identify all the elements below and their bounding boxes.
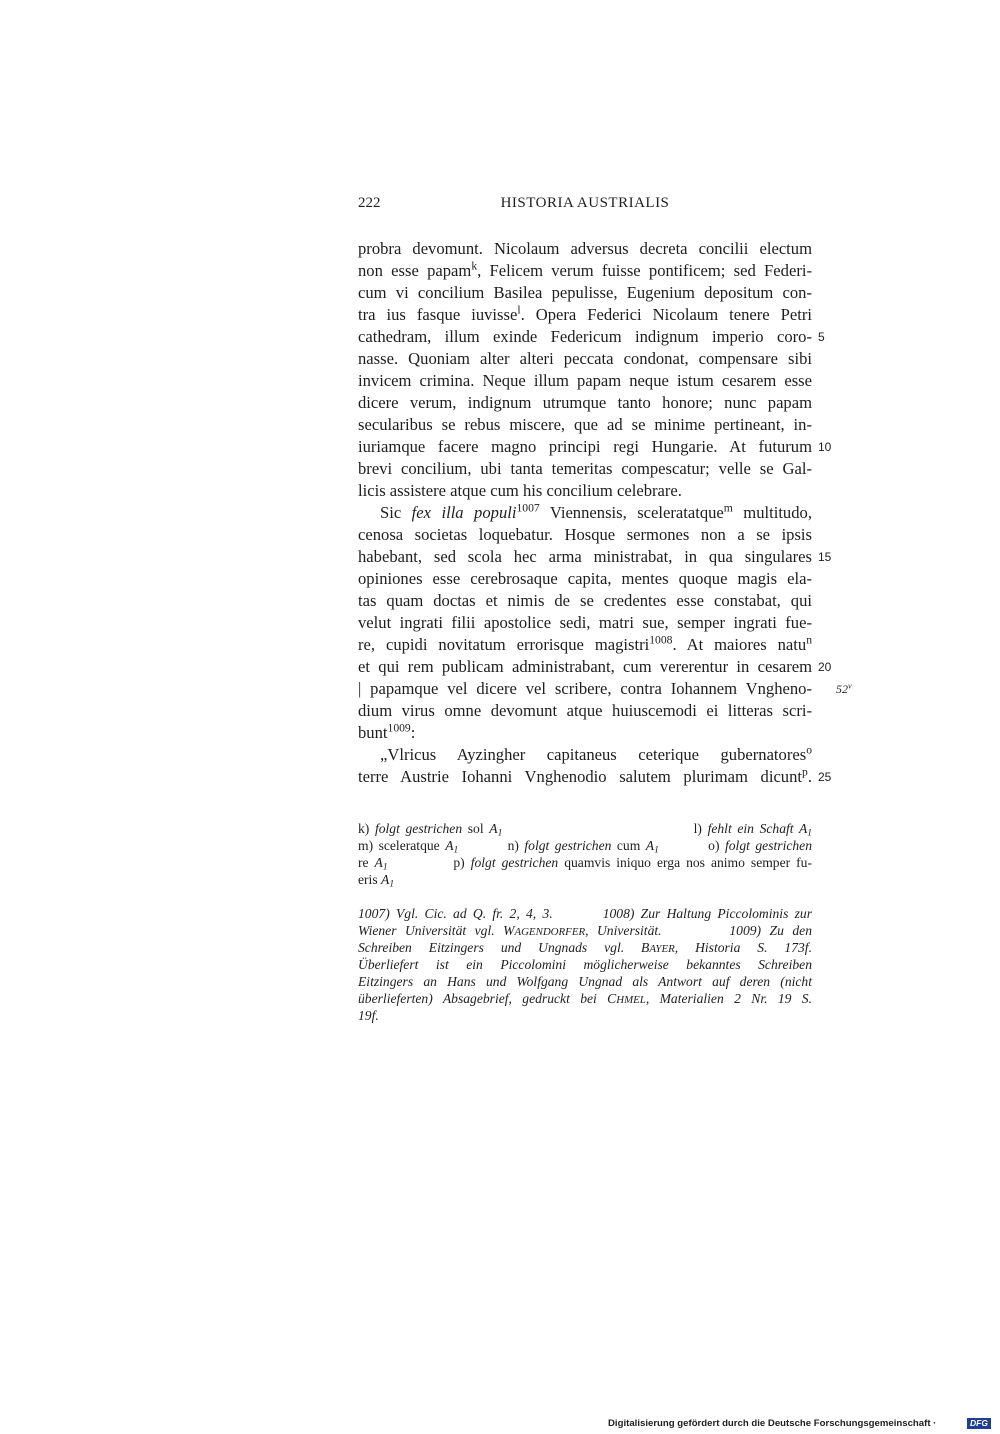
- text-line: dium virus omne devomunt atque huiuscemodi ei litteras scri-: [358, 701, 812, 720]
- main-text: [358, 238, 812, 788]
- text-line: re, cupidi novitatum errorisque magistri$^{1008}$. At maiores natu$^n$: [358, 633, 812, 654]
- text-line: habebant, sed scola hec arma ministrabat, in qua singulares: [358, 547, 812, 566]
- line-number: 20: [818, 660, 832, 674]
- text-line: nasse. Quoniam alter alteri peccata condonat, compensare sibi: [358, 349, 812, 368]
- text-line: licis assistere atque cum his concilium celebrare.: [358, 481, 682, 500]
- text-line: invicem crimina. Neque illum papam neque istum cesarem esse: [358, 371, 812, 390]
- line-number: 10: [818, 440, 832, 454]
- apparatus-line: k) folgt gestrichen sol $A_1$ l) fehlt ein Schaft $A_1$: [358, 821, 813, 839]
- text-line: terre Austrie Iohanni Vnghenodio salutem plurimam dicunt$^p$.: [358, 765, 812, 786]
- footnote-line: Wiener Universität vgl. WAGENDORFER, Universität. 1009) Zu den: [358, 923, 813, 938]
- text-line: „Vlricus Ayzingher capitaneus ceterique gubernatores$^o$: [380, 743, 812, 764]
- dfg-logo: DFG: [967, 1418, 991, 1429]
- footnote-line: überlieferten) Absagebrief, gedruckt bei CHMEL, Materialien 2 Nr. 19 S.: [358, 991, 812, 1006]
- apparatus-line: m) sceleratque $A_1$ n) folgt gestrichen cum $A_1$ o) folgt gestrichen: [358, 838, 813, 856]
- text-line: dicere verum, indignum utrumque tanto honore; nunc papam: [358, 393, 812, 412]
- text-line: cathedram, illum exinde Federicum indignum imperio coro-: [358, 327, 812, 346]
- running-title: HISTORIA AUSTRIALIS: [500, 195, 670, 211]
- line-number: 25: [818, 770, 832, 784]
- line-number: 5: [818, 330, 825, 344]
- footnote-line: Schreiben Eitzingers und Ungnads vgl. BAYER, Historia S. 173f.: [358, 940, 812, 955]
- footnote-line: 19f.: [358, 1008, 379, 1023]
- footnote-line: 1007) Vgl. Cic. ad Q. fr. 2, 4, 3. 1008) Zur Haltung Piccolominis zur: [358, 906, 812, 921]
- footnote-line: Eitzingers an Hans und Wolfgang Ungnad als Antwort auf deren (nicht: [358, 974, 812, 989]
- text-line: et qui rem publicam administrabant, cum vererentur in cesarem: [358, 657, 812, 676]
- text-line: velut ingrati filii apostolice sedi, matri sue, semper ingrati fue-: [358, 613, 812, 632]
- text-line: non esse papam$^k$, Felicem verum fuisse pontificem; sed Federi-: [358, 259, 812, 280]
- page-number: 222: [358, 195, 381, 211]
- apparatus-line: re $A_1$ p) folgt gestrichen quamvis iniquo erga nos animo semper fu-: [358, 855, 812, 873]
- digitization-credit: Digitalisierung gefördert durch die Deutsche Forschungsgemeinschaft ·: [608, 1418, 937, 1429]
- footnotes: [358, 905, 812, 1024]
- text-line: | papamque vel dicere vel scribere, contra Iohannem Vngheno-: [358, 679, 812, 698]
- text-line: brevi concilium, ubi tanta temeritas compescatur; velle se Gal-: [358, 459, 812, 478]
- text-line: secularibus se rebus miscere, que ad se minime pertineant, in-: [358, 415, 812, 434]
- text-line: Sic fex illa populi$^{1007}$ Viennensis, sceleratatque$^m$ multitudo,: [380, 501, 812, 522]
- text-line: iuriamque facere magno principi regi Hungarie. At futurum: [358, 437, 812, 456]
- critical-apparatus: [358, 820, 812, 888]
- text-line: bunt$^{1009}$:: [358, 721, 416, 742]
- text-line: cum vi concilium Basilea pepulisse, Eugenium depositum con-: [358, 283, 812, 302]
- footnote-line: Überliefert ist ein Piccolomini möglicherweise bekanntes Schreiben: [358, 957, 812, 972]
- text-line: probra devomunt. Nicolaum adversus decreta concilii electum: [358, 239, 812, 258]
- text-line: tas quam doctas et nimis de se credentes esse constabat, qui: [358, 591, 812, 610]
- folio-marker: 52$^v$: [836, 681, 852, 696]
- text-line: opiniones esse cerebrosaque capita, mentes quoque magis ela-: [358, 569, 812, 588]
- apparatus-line: eris $A_1$: [358, 872, 395, 890]
- running-header: [358, 192, 812, 214]
- line-number: 15: [818, 550, 832, 564]
- text-line: tra ius fasque iuvisse$^l$. Opera Federici Nicolaum tenere Petri: [358, 303, 812, 324]
- text-line: cenosa societas loquebatur. Hosque sermones non a se ipsis: [358, 525, 812, 544]
